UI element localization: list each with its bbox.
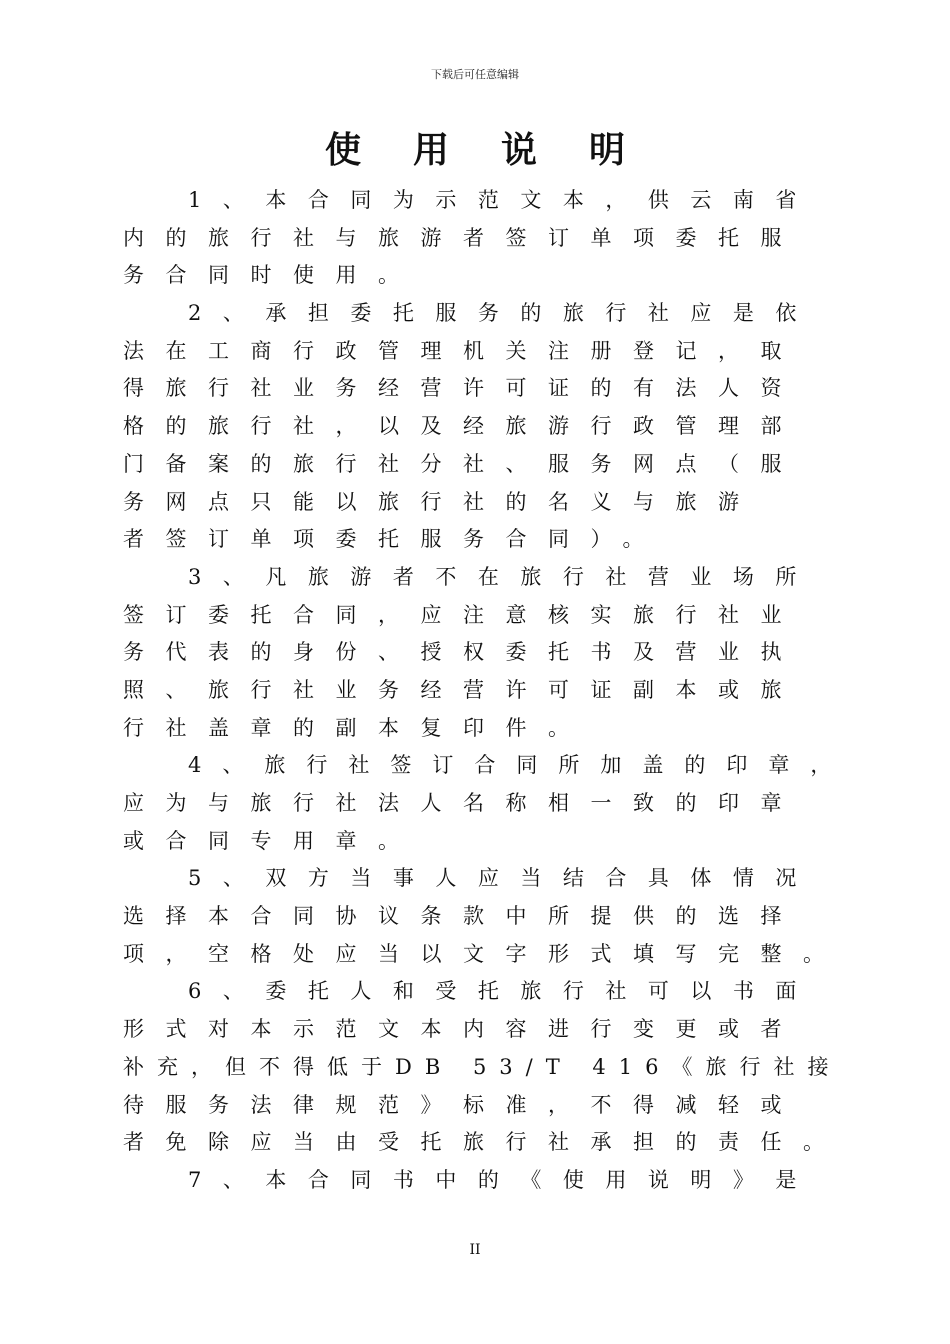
text-line: 内的旅行社与旅游者签订单项委托服 xyxy=(123,225,803,250)
text-line: 选择本合同协议条款中所提供的选择 xyxy=(123,904,803,929)
text-line: 4、旅行社签订合同所加盖的印章， xyxy=(188,753,853,778)
text-line: 行社盖章的副本复印件。 xyxy=(123,715,591,740)
text-line: 得旅行社业务经营许可证的有法人资 xyxy=(123,376,803,401)
page-header-note: 下载后可任意编辑 xyxy=(431,68,519,81)
page-title: 使用说明 xyxy=(324,130,677,171)
text-line: 补充，但不得低于DB 53/T 416《旅行社接 xyxy=(123,1054,842,1079)
text-line: 5、双方当事人应当结合具体情况 xyxy=(188,866,818,891)
text-line: 签订委托合同，应注意核实旅行社业 xyxy=(123,602,803,627)
text-line: 项，空格处应当以文字形式填写完整。 xyxy=(123,941,846,966)
text-line: 务合同时使用。 xyxy=(123,263,421,288)
text-line: 应为与旅行社法人名称相一致的印章 xyxy=(123,791,803,815)
text-line: 门备案的旅行社分社、服务网点（服 xyxy=(123,451,803,476)
text-line: 3、凡旅游者不在旅行社营业场所 xyxy=(188,564,818,589)
text-line: 形式对本示范文本内容进行变更或者 xyxy=(123,1017,803,1042)
text-line: 格的旅行社，以及经旅游行政管理部 xyxy=(123,414,803,439)
page-number: II xyxy=(469,1242,481,1258)
text-line: 者签订单项委托服务合同）。 xyxy=(123,527,665,552)
text-line: 务代表的身份、授权委托书及营业执 xyxy=(123,640,803,665)
text-line: 务网点只能以旅行社的名义与旅游 xyxy=(123,489,761,514)
text-line: 照、旅行社业务经营许可证副本或旅 xyxy=(123,677,803,702)
text-line: 或合同专用章。 xyxy=(123,828,421,853)
text-line: 法在工商行政管理机关注册登记，取 xyxy=(123,338,803,363)
text-line: 待服务法律规范》标准，不得减轻或 xyxy=(123,1092,803,1117)
text-line: 2、承担委托服务的旅行社应是依 xyxy=(188,301,818,326)
text-line: 者免除应当由受托旅行社承担的责任。 xyxy=(123,1130,846,1155)
text-line: 7、本合同书中的《使用说明》是 xyxy=(188,1167,818,1192)
instructions-body xyxy=(123,182,853,1200)
text-line: 6、委托人和受托旅行社可以书面 xyxy=(188,979,818,1004)
text-line: 1、本合同为示范文本，供云南省 xyxy=(188,188,818,212)
